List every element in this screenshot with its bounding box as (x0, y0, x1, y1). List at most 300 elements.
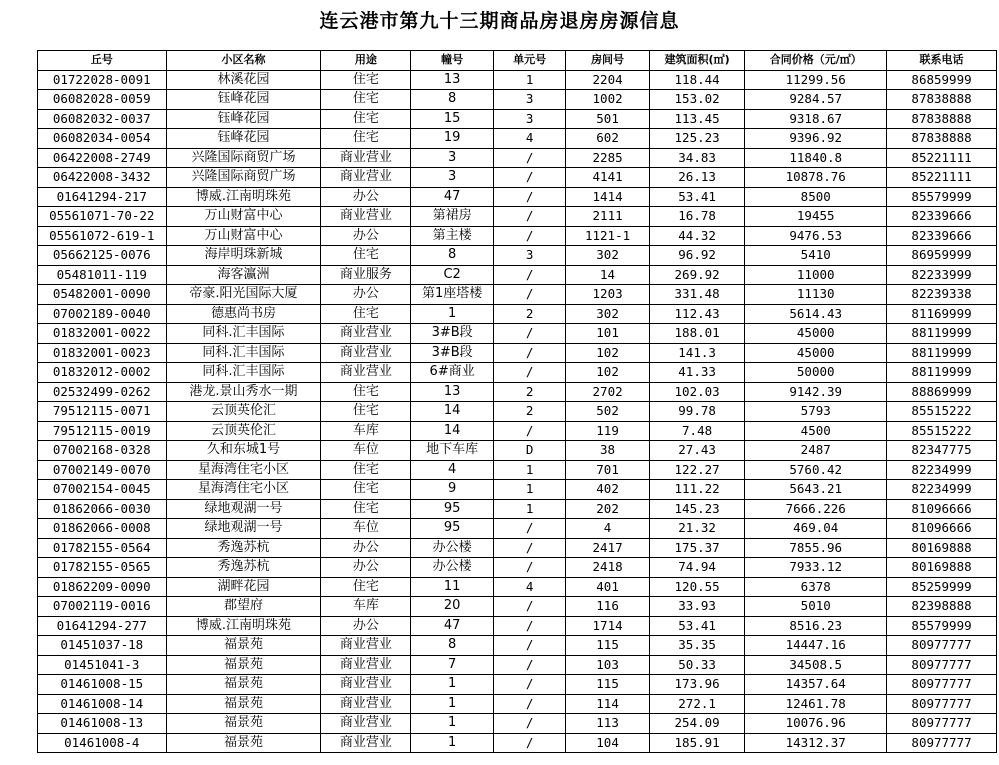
cell-building: 办公楼 (411, 538, 493, 558)
cell-building: 3 (411, 168, 493, 188)
cell-area: 141.3 (649, 343, 745, 363)
cell-building: 13 (411, 382, 493, 402)
cell-unit: / (493, 207, 566, 227)
cell-area: 175.37 (649, 538, 745, 558)
cell-community: 云顶英伦汇 (166, 402, 321, 422)
cell-area: 33.93 (649, 597, 745, 617)
table-row (38, 226, 997, 246)
cell-room: 602 (566, 129, 649, 149)
cell-usage: 住宅 (321, 499, 411, 519)
cell-price: 50000 (745, 363, 887, 383)
header-row (38, 51, 997, 71)
cell-unit: / (493, 421, 566, 441)
cell-community: 福景苑 (166, 636, 321, 656)
cell-community: 兴隆国际商贸广场 (166, 148, 321, 168)
cell-parcel: 05561071-70-22 (38, 207, 167, 227)
table-row (38, 187, 997, 207)
cell-building: 1 (411, 694, 493, 714)
cell-price: 2487 (745, 441, 887, 461)
cell-phone: 88869999 (887, 382, 997, 402)
cell-phone: 80977777 (887, 714, 997, 734)
cell-community: 林溪花园 (166, 70, 321, 90)
cell-area: 102.03 (649, 382, 745, 402)
cell-building: 地下车库 (411, 441, 493, 461)
cell-unit: / (493, 285, 566, 305)
cell-building: 1 (411, 714, 493, 734)
cell-room: 119 (566, 421, 649, 441)
cell-community: 帝豪.阳光国际大厦 (166, 285, 321, 305)
cell-area: 125.23 (649, 129, 745, 149)
cell-community: 久和东城1号 (166, 441, 321, 461)
table-row (38, 675, 997, 695)
cell-unit: / (493, 538, 566, 558)
cell-unit: / (493, 265, 566, 285)
cell-price: 11840.8 (745, 148, 887, 168)
cell-phone: 81169999 (887, 304, 997, 324)
cell-community: 兴隆国际商贸广场 (166, 168, 321, 188)
cell-price: 4500 (745, 421, 887, 441)
cell-building: 8 (411, 636, 493, 656)
cell-community: 秀逸苏杭 (166, 558, 321, 578)
cell-price: 5410 (745, 246, 887, 266)
cell-building: 1 (411, 304, 493, 324)
cell-area: 35.35 (649, 636, 745, 656)
cell-phone: 81096666 (887, 519, 997, 539)
table-row (38, 714, 997, 734)
cell-community: 万山财富中心 (166, 226, 321, 246)
cell-usage: 车位 (321, 519, 411, 539)
cell-price: 45000 (745, 343, 887, 363)
cell-building: 第主楼 (411, 226, 493, 246)
cell-area: 118.44 (649, 70, 745, 90)
cell-phone: 85579999 (887, 187, 997, 207)
cell-parcel: 07002189-0040 (38, 304, 167, 324)
cell-parcel: 01461008-13 (38, 714, 167, 734)
cell-parcel: 01451037-18 (38, 636, 167, 656)
cell-room: 2702 (566, 382, 649, 402)
cell-phone: 87838888 (887, 109, 997, 129)
cell-phone: 80169888 (887, 538, 997, 558)
cell-room: 1002 (566, 90, 649, 110)
cell-room: 501 (566, 109, 649, 129)
cell-phone: 81096666 (887, 499, 997, 519)
cell-room: 2417 (566, 538, 649, 558)
cell-usage: 商业营业 (321, 714, 411, 734)
cell-parcel: 05662125-0076 (38, 246, 167, 266)
table-row (38, 558, 997, 578)
table-row (38, 285, 997, 305)
cell-phone: 80977777 (887, 694, 997, 714)
table-row (38, 324, 997, 344)
cell-building: 95 (411, 519, 493, 539)
cell-unit: 3 (493, 109, 566, 129)
cell-usage: 商业营业 (321, 168, 411, 188)
cell-usage: 车库 (321, 597, 411, 617)
cell-phone: 87838888 (887, 129, 997, 149)
cell-unit: / (493, 324, 566, 344)
cell-room: 102 (566, 363, 649, 383)
cell-price: 14312.37 (745, 733, 887, 753)
cell-room: 1203 (566, 285, 649, 305)
cell-community: 郡望府 (166, 597, 321, 617)
cell-community: 星海湾住宅小区 (166, 480, 321, 500)
header-usage: 用途 (321, 51, 411, 71)
cell-room: 114 (566, 694, 649, 714)
cell-parcel: 01461008-4 (38, 733, 167, 753)
cell-community: 港龙.景山秀水一期 (166, 382, 321, 402)
cell-area: 185.91 (649, 733, 745, 753)
cell-unit: / (493, 616, 566, 636)
cell-building: 第1座塔楼 (411, 285, 493, 305)
cell-room: 104 (566, 733, 649, 753)
cell-price: 7855.96 (745, 538, 887, 558)
cell-price: 7666.226 (745, 499, 887, 519)
cell-phone: 85221111 (887, 168, 997, 188)
cell-room: 2418 (566, 558, 649, 578)
cell-unit: / (493, 168, 566, 188)
cell-usage: 商业营业 (321, 655, 411, 675)
cell-price: 5614.43 (745, 304, 887, 324)
cell-usage: 商业营业 (321, 343, 411, 363)
cell-area: 53.41 (649, 616, 745, 636)
cell-community: 德惠尚书房 (166, 304, 321, 324)
cell-usage: 办公 (321, 538, 411, 558)
cell-unit: 2 (493, 402, 566, 422)
cell-community: 绿地观湖一号 (166, 519, 321, 539)
cell-community: 同科.汇丰国际 (166, 324, 321, 344)
cell-area: 269.92 (649, 265, 745, 285)
cell-usage: 住宅 (321, 382, 411, 402)
cell-usage: 住宅 (321, 577, 411, 597)
cell-community: 钰峰花园 (166, 129, 321, 149)
cell-room: 38 (566, 441, 649, 461)
cell-building: 14 (411, 421, 493, 441)
cell-unit: 1 (493, 499, 566, 519)
cell-room: 2111 (566, 207, 649, 227)
cell-usage: 商业营业 (321, 324, 411, 344)
cell-price: 10878.76 (745, 168, 887, 188)
cell-parcel: 06082032-0037 (38, 109, 167, 129)
table-row (38, 246, 997, 266)
cell-usage: 办公 (321, 187, 411, 207)
cell-building: 8 (411, 246, 493, 266)
cell-area: 145.23 (649, 499, 745, 519)
table-row (38, 733, 997, 753)
cell-community: 秀逸苏杭 (166, 538, 321, 558)
cell-usage: 车库 (321, 421, 411, 441)
cell-community: 云顶英伦汇 (166, 421, 321, 441)
cell-community: 海客瀛洲 (166, 265, 321, 285)
cell-phone: 82339666 (887, 207, 997, 227)
cell-parcel: 79512115-0019 (38, 421, 167, 441)
cell-phone: 85579999 (887, 616, 997, 636)
cell-price: 45000 (745, 324, 887, 344)
cell-community: 钰峰花园 (166, 90, 321, 110)
table-row (38, 70, 997, 90)
header-community: 小区名称 (166, 51, 321, 71)
cell-area: 74.94 (649, 558, 745, 578)
table-row (38, 441, 997, 461)
table-row (38, 90, 997, 110)
cell-phone: 80977777 (887, 655, 997, 675)
cell-unit: / (493, 714, 566, 734)
cell-usage: 车位 (321, 441, 411, 461)
cell-area: 331.48 (649, 285, 745, 305)
cell-phone: 82233999 (887, 265, 997, 285)
cell-room: 701 (566, 460, 649, 480)
cell-price: 9318.67 (745, 109, 887, 129)
cell-phone: 85515222 (887, 402, 997, 422)
cell-parcel: 01862209-0090 (38, 577, 167, 597)
cell-area: 44.32 (649, 226, 745, 246)
cell-usage: 办公 (321, 285, 411, 305)
cell-unit: / (493, 343, 566, 363)
cell-phone: 82234999 (887, 460, 997, 480)
cell-parcel: 06422008-2749 (38, 148, 167, 168)
cell-parcel: 79512115-0071 (38, 402, 167, 422)
cell-room: 1121-1 (566, 226, 649, 246)
header-building: 幢号 (411, 51, 493, 71)
cell-usage: 住宅 (321, 246, 411, 266)
cell-unit: 4 (493, 577, 566, 597)
table-row (38, 265, 997, 285)
cell-room: 402 (566, 480, 649, 500)
cell-room: 113 (566, 714, 649, 734)
cell-parcel: 01782155-0565 (38, 558, 167, 578)
cell-phone: 82234999 (887, 480, 997, 500)
cell-room: 115 (566, 675, 649, 695)
cell-building: 1 (411, 675, 493, 695)
cell-phone: 85515222 (887, 421, 997, 441)
cell-phone: 80977777 (887, 733, 997, 753)
cell-phone: 80977777 (887, 675, 997, 695)
cell-room: 302 (566, 304, 649, 324)
cell-building: 20 (411, 597, 493, 617)
cell-area: 53.41 (649, 187, 745, 207)
cell-phone: 85221111 (887, 148, 997, 168)
cell-unit: 1 (493, 480, 566, 500)
table-row (38, 616, 997, 636)
cell-building: 办公楼 (411, 558, 493, 578)
cell-area: 26.13 (649, 168, 745, 188)
table-row (38, 304, 997, 324)
cell-area: 120.55 (649, 577, 745, 597)
cell-parcel: 01832012-0002 (38, 363, 167, 383)
cell-room: 101 (566, 324, 649, 344)
cell-price: 10076.96 (745, 714, 887, 734)
page-title: 连云港市第九十三期商品房退房房源信息 (319, 10, 680, 32)
cell-community: 海岸明珠新城 (166, 246, 321, 266)
cell-unit: D (493, 441, 566, 461)
cell-area: 254.09 (649, 714, 745, 734)
table-row (38, 168, 997, 188)
cell-community: 福景苑 (166, 694, 321, 714)
cell-unit: / (493, 226, 566, 246)
cell-parcel: 01641294-217 (38, 187, 167, 207)
cell-usage: 商业营业 (321, 694, 411, 714)
cell-area: 27.43 (649, 441, 745, 461)
cell-building: 3#B段 (411, 343, 493, 363)
cell-unit: / (493, 558, 566, 578)
cell-area: 153.02 (649, 90, 745, 110)
cell-area: 21.32 (649, 519, 745, 539)
cell-unit: / (493, 733, 566, 753)
cell-parcel: 01451041-3 (38, 655, 167, 675)
cell-building: 第裙房 (411, 207, 493, 227)
cell-phone: 88119999 (887, 324, 997, 344)
cell-unit: 4 (493, 129, 566, 149)
cell-area: 34.83 (649, 148, 745, 168)
cell-phone: 82347775 (887, 441, 997, 461)
table-row (38, 519, 997, 539)
table-row (38, 382, 997, 402)
cell-community: 博威.江南明珠苑 (166, 616, 321, 636)
cell-parcel: 06082028-0059 (38, 90, 167, 110)
cell-building: 11 (411, 577, 493, 597)
cell-usage: 办公 (321, 558, 411, 578)
table-row (38, 421, 997, 441)
cell-building: 6#商业 (411, 363, 493, 383)
cell-parcel: 01461008-14 (38, 694, 167, 714)
cell-building: 47 (411, 187, 493, 207)
cell-building: 8 (411, 90, 493, 110)
cell-unit: 2 (493, 304, 566, 324)
cell-price: 9476.53 (745, 226, 887, 246)
cell-community: 福景苑 (166, 733, 321, 753)
cell-area: 173.96 (649, 675, 745, 695)
cell-unit: / (493, 519, 566, 539)
cell-price: 469.04 (745, 519, 887, 539)
cell-unit: 2 (493, 382, 566, 402)
cell-usage: 住宅 (321, 402, 411, 422)
cell-price: 14447.16 (745, 636, 887, 656)
cell-area: 16.78 (649, 207, 745, 227)
cell-usage: 住宅 (321, 90, 411, 110)
cell-room: 115 (566, 636, 649, 656)
cell-building: 95 (411, 499, 493, 519)
cell-room: 1714 (566, 616, 649, 636)
cell-community: 万山财富中心 (166, 207, 321, 227)
cell-unit: 3 (493, 246, 566, 266)
header-unit: 单元号 (493, 51, 566, 71)
table-row (38, 207, 997, 227)
cell-usage: 商业营业 (321, 636, 411, 656)
cell-room: 202 (566, 499, 649, 519)
cell-community: 同科.汇丰国际 (166, 363, 321, 383)
table-row (38, 694, 997, 714)
cell-usage: 商业服务 (321, 265, 411, 285)
cell-usage: 住宅 (321, 129, 411, 149)
cell-unit: / (493, 636, 566, 656)
cell-usage: 住宅 (321, 70, 411, 90)
table-row (38, 597, 997, 617)
table-row (38, 363, 997, 383)
cell-usage: 商业营业 (321, 148, 411, 168)
table-row (38, 460, 997, 480)
cell-unit: / (493, 597, 566, 617)
cell-area: 272.1 (649, 694, 745, 714)
cell-price: 14357.64 (745, 675, 887, 695)
cell-unit: / (493, 187, 566, 207)
cell-unit: / (493, 148, 566, 168)
cell-parcel: 02532499-0262 (38, 382, 167, 402)
cell-phone: 87838888 (887, 90, 997, 110)
cell-community: 福景苑 (166, 655, 321, 675)
cell-phone: 82239338 (887, 285, 997, 305)
cell-building: 9 (411, 480, 493, 500)
cell-price: 9142.39 (745, 382, 887, 402)
cell-room: 103 (566, 655, 649, 675)
cell-usage: 住宅 (321, 460, 411, 480)
cell-parcel: 01461008-15 (38, 675, 167, 695)
header-room: 房间号 (566, 51, 649, 71)
table-row (38, 129, 997, 149)
cell-building: 3 (411, 148, 493, 168)
cell-unit: / (493, 363, 566, 383)
cell-parcel: 06082034-0054 (38, 129, 167, 149)
cell-community: 钰峰花园 (166, 109, 321, 129)
cell-price: 12461.78 (745, 694, 887, 714)
cell-room: 4 (566, 519, 649, 539)
cell-area: 111.22 (649, 480, 745, 500)
cell-area: 113.45 (649, 109, 745, 129)
cell-phone: 80977777 (887, 636, 997, 656)
cell-building: C2 (411, 265, 493, 285)
cell-room: 4141 (566, 168, 649, 188)
cell-phone: 80169888 (887, 558, 997, 578)
cell-price: 8500 (745, 187, 887, 207)
cell-room: 102 (566, 343, 649, 363)
cell-usage: 住宅 (321, 109, 411, 129)
cell-unit: / (493, 675, 566, 695)
header-area: 建筑面积(㎡) (649, 51, 745, 71)
header-parcel: 丘号 (38, 51, 167, 71)
cell-area: 112.43 (649, 304, 745, 324)
cell-usage: 商业营业 (321, 207, 411, 227)
cell-parcel: 07002119-0016 (38, 597, 167, 617)
cell-parcel: 01862066-0030 (38, 499, 167, 519)
cell-building: 15 (411, 109, 493, 129)
cell-building: 7 (411, 655, 493, 675)
cell-price: 6378 (745, 577, 887, 597)
cell-price: 34508.5 (745, 655, 887, 675)
cell-unit: 1 (493, 70, 566, 90)
cell-community: 湖畔花园 (166, 577, 321, 597)
cell-parcel: 01862066-0008 (38, 519, 167, 539)
cell-room: 116 (566, 597, 649, 617)
cell-phone: 88119999 (887, 343, 997, 363)
cell-phone: 88119999 (887, 363, 997, 383)
cell-parcel: 01832001-0023 (38, 343, 167, 363)
cell-parcel: 01641294-277 (38, 616, 167, 636)
table-row (38, 538, 997, 558)
cell-price: 7933.12 (745, 558, 887, 578)
cell-parcel: 05481011-119 (38, 265, 167, 285)
table-row (38, 655, 997, 675)
cell-unit: / (493, 694, 566, 714)
cell-room: 1414 (566, 187, 649, 207)
cell-unit: 1 (493, 460, 566, 480)
cell-parcel: 01782155-0564 (38, 538, 167, 558)
cell-price: 5010 (745, 597, 887, 617)
cell-area: 41.33 (649, 363, 745, 383)
cell-phone: 82339666 (887, 226, 997, 246)
table-row (38, 636, 997, 656)
cell-price: 9396.92 (745, 129, 887, 149)
cell-price: 8516.23 (745, 616, 887, 636)
cell-building: 47 (411, 616, 493, 636)
cell-parcel: 05561072-619-1 (38, 226, 167, 246)
